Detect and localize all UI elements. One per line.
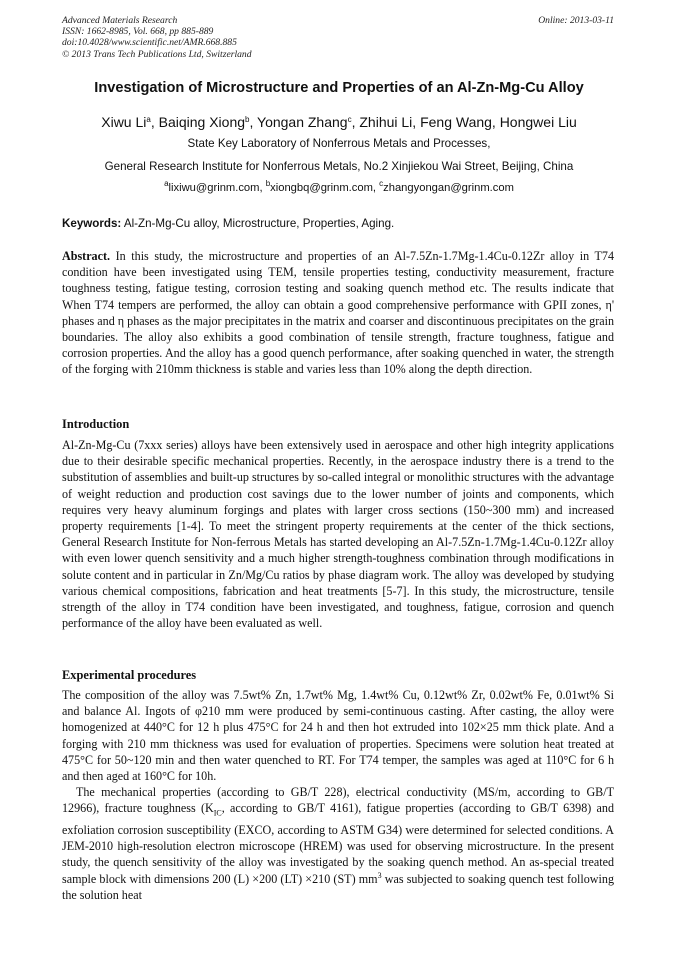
introduction-paragraph — [62, 437, 614, 631]
abstract-text: In this study, the microstructure and properties of an Al-7.5Zn-1.7Mg-1.4Cu-0.12Zr alloy in T74 condition have been investigated using TEM, tensile properties testing, conductivity measurement, fracture toughness testing, fatigue testing, corrosion testing and soaking quench method etc. The results indicate that When T74 tempers are performed, the alloy can obtain a good comprehensive performance with GPII zones, η' phases and η phases as the major precipitates in the matrix and coarser and discontinuous precipitates on the grain boundaries. The alloy also exhibits a good combination of tensile strength, fracture toughness, fatigue and corrosion properties. And the alloy has a good quench performance, after soaking quenched in water, the strength of the forging with 210mm thickness is stable and varies less than 10% along the depth direction. — [62, 249, 614, 377]
online-date: Online: 2013-03-11 — [538, 15, 614, 26]
journal-name: Advanced Materials Research — [62, 15, 178, 26]
author-name: , Baiqing Xiong — [150, 114, 246, 130]
email-marker: a — [164, 179, 169, 188]
experimental-section — [62, 687, 614, 903]
email-link[interactable]: zhangyongan@grinm.com — [383, 182, 514, 194]
doi-line[interactable]: doi:10.4028/www.scientific.net/AMR.668.885 — [62, 37, 237, 49]
paper-title: Investigation of Microstructure and Properties of an Al-Zn-Mg-Cu Alloy — [94, 80, 584, 96]
introduction-heading: Introduction — [62, 417, 130, 431]
superscript-3: 3 — [377, 870, 382, 880]
journal-header — [62, 15, 252, 60]
affiliation-marker: b — [245, 115, 250, 124]
email-link[interactable]: xiongbq@grinm.com, — [270, 182, 380, 194]
subscript-ic: IC — [213, 808, 222, 818]
experimental-paragraph-1: The composition of the alloy was 7.5wt% Zn, 1.7wt% Mg, 1.4wt% Cu, 0.12wt% Zr, 0.02wt% Fe, 0.01wt% Si and balance Al. Ingots of φ210 mm were produced by semi-continuous casting. After casting, the alloy were homogenized at 440°C for 12 h plus 475°C for 24 h and then hot extruded into 102×25 mm thick plate. And a forging with 210 mm thickness was used for evaluation of properties. Specimens were solution heat treated at 475°C for 50~120 min and then water quenched to RT. For T74 temper, the samples was aged at 110°C for 6 h and then aged at 160°C for 10h. — [62, 688, 614, 784]
introduction-text: Al-Zn-Mg-Cu (7xxx series) alloys have been extensively used in aerospace and other high integrity applications due to their desirable specific mechanical properties. Recently, in the aerospace industry there is a trend to the substitution of assemblies and built-up structures by so-called integral or monolithic structures with the advantage of weight reduction and production cost savings due to the lower number of joints and components, which requires very heavy aluminum forgings and plates with larger cross sections (150~300 mm) and increased property requirements [1-4]. To meet the stringent property requirements at the center of the thick sections, General Research Institute for Non-ferrous Metals has started developing an Al-7.5Zn-1.7Mg-1.4Cu-0.12Zr alloy with even lower quench sensitivity and a much higher strength-toughness combination through modifications in solute content and in particular in Zn/Mg/Cu ratios by phase diagram work. The alloy was developed by studying various chemical compositions, fabrication and heat treatments [5-7]. In this study, the microstructure, tensile strength of the alloy in T74 condition have been investigated, and toughness, fatigue, corrosion and quench performance of the alloy have been evaluated as well. — [62, 438, 614, 631]
experimental-heading: Experimental procedures — [62, 668, 197, 682]
paragraph-text: The mechanical properties (according to GB/T 228), electrical conductivity (MS/m, according to GB/T 12966), fracture toughness (K — [62, 785, 614, 816]
keywords-label: Keywords: — [62, 217, 122, 230]
keywords-line — [62, 217, 394, 231]
email-marker: c — [379, 179, 384, 188]
issn-line: ISSN: 1662-8985, Vol. 668, pp 885-889 — [62, 26, 214, 38]
copyright-line: © 2013 Trans Tech Publications Ltd, Switzerland — [62, 48, 252, 60]
email-link[interactable]: lixiwu@grinm.com, — [168, 182, 266, 194]
affiliation-marker: a — [146, 115, 151, 124]
author-list — [20, 113, 658, 131]
email-marker: b — [265, 179, 271, 188]
author-names-rest: , Zhihui Li, Feng Wang, Hongwei Liu — [351, 114, 577, 130]
affiliation-marker: c — [347, 115, 352, 124]
affiliation-line-2: General Research Institute for Nonferrous Metals, No.2 Xinjiekou Wai Street, Beijing, China — [104, 160, 574, 173]
abstract-label: Abstract. — [62, 249, 111, 263]
paragraph-text: , according to GB/T 4161), fatigue properties (according to GB/T 6398) and exfoliation corrosion susceptibility (EXCO, according to ASTM G34) were determined for selected conditions. A JEM-2010 high-resolution electron microscope (HREM) was used for observing microstructure. In the present study, the quench sensitivity of the alloy was investigated by the soaking quench method. An as-special treated sample block with dimensions 200 (L) ×200 (LT) ×210 (ST) mm — [62, 801, 614, 886]
author-emails — [20, 181, 658, 195]
paragraph-text: was subjected to soaking quench test following the solution heat — [62, 871, 614, 902]
abstract-paragraph — [62, 248, 614, 378]
experimental-paragraph-2 — [62, 784, 614, 903]
affiliation-line-1: State Key Laboratory of Nonferrous Metals and Processes, — [187, 137, 491, 150]
author-name: Xiwu Li — [101, 114, 147, 130]
keywords-text: Al-Zn-Mg-Cu alloy, Microstructure, Properties, Aging. — [121, 217, 395, 230]
author-name: , Yongan Zhang — [249, 114, 348, 130]
